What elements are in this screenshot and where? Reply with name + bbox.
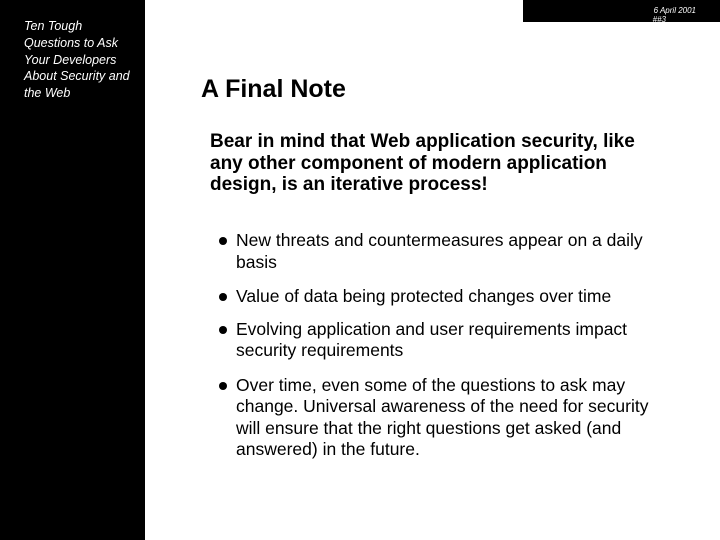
bullet-list: [217, 230, 657, 461]
bullet-item: [217, 286, 657, 308]
header-bar: [523, 0, 720, 22]
slide-title: A Final Note: [201, 75, 346, 103]
sidebar: [0, 0, 145, 540]
bullet-dot-icon: [219, 293, 227, 301]
lead-paragraph: Bear in mind that Web application security, like any other component of modern application design, is an iterative process!: [210, 131, 635, 195]
slide-number: ##3: [652, 15, 666, 24]
bullet-dot-icon: [219, 326, 227, 334]
bullet-dot-icon: [219, 382, 227, 390]
bullet-text: Value of data being protected changes over time: [236, 286, 612, 306]
bullet-text: Evolving application and user requirements impact security requirements: [236, 318, 628, 360]
presentation-title: Ten Tough Questions to Ask Your Developers About Security and the Web: [24, 19, 130, 101]
slide-date: 6 April 2001: [653, 6, 696, 15]
bullet-text: Over time, even some of the questions to ask may change. Universal awareness of the need for security will ensure that the right questions get asked (and answered) in the future.: [236, 374, 649, 459]
bullet-item: [217, 319, 657, 362]
bullet-dot-icon: [219, 237, 227, 245]
bullet-item: [217, 375, 657, 461]
bullet-item: [217, 230, 657, 273]
bullet-text: New threats and countermeasures appear on a daily basis: [236, 230, 643, 272]
